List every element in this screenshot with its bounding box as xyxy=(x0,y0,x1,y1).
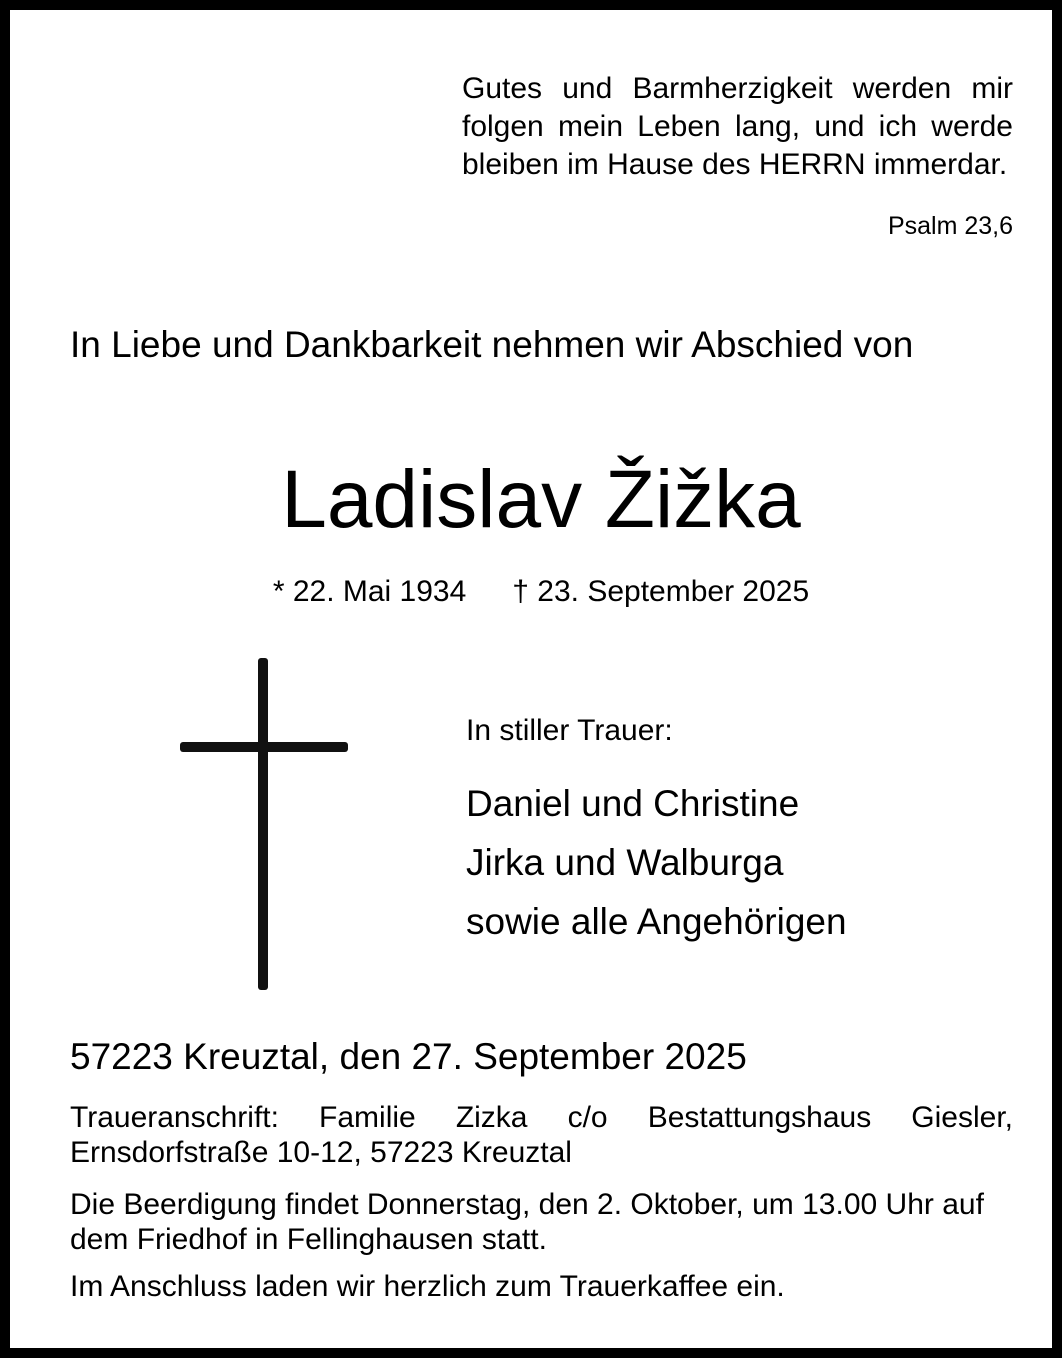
deceased-name: Ladislav Žižka xyxy=(281,454,801,545)
farewell-line: In Liebe und Dankbarkeit nehmen wir Abschied von xyxy=(70,324,914,365)
cross-horizontal-beam xyxy=(180,742,348,752)
verse-reference: Psalm 23,6 xyxy=(887,212,1013,240)
mourner-name: sowie alle Angehörigen xyxy=(466,901,847,942)
coffee-invitation: Im Anschluss laden wir herzlich zum Trauerkaffee ein. xyxy=(70,1270,785,1303)
death-date: † 23. September 2025 xyxy=(512,575,810,608)
birth-date: * 22. Mai 1934 xyxy=(272,575,467,608)
place-and-date: 57223 Kreuztal, den 27. September 2025 xyxy=(70,1036,747,1077)
latin-cross-icon xyxy=(180,658,348,990)
mourners-list xyxy=(466,774,847,951)
condolence-address: Traueranschrift: Familie Zizka c/o Bestattungshaus Giesler, Ernsdorfstraße 10-12, 57223 Kreuztal xyxy=(70,1101,1013,1169)
life-dates xyxy=(10,573,1062,611)
mourner-name: Jirka und Walburga xyxy=(466,842,784,883)
mourner-name: Daniel und Christine xyxy=(466,783,800,824)
mourning-label: In stiller Trauer: xyxy=(466,714,673,747)
bible-verse: Gutes und Barmherzigkeit werden mir folgen mein Leben lang, und ich werde bleiben im Hause des HERRN immerdar. xyxy=(462,72,1013,181)
funeral-info: Die Beerdigung findet Donnerstag, den 2. Oktober, um 13.00 Uhr auf dem Friedhof in Fellinghausen statt. xyxy=(70,1188,984,1256)
cross-vertical-beam xyxy=(258,658,268,990)
